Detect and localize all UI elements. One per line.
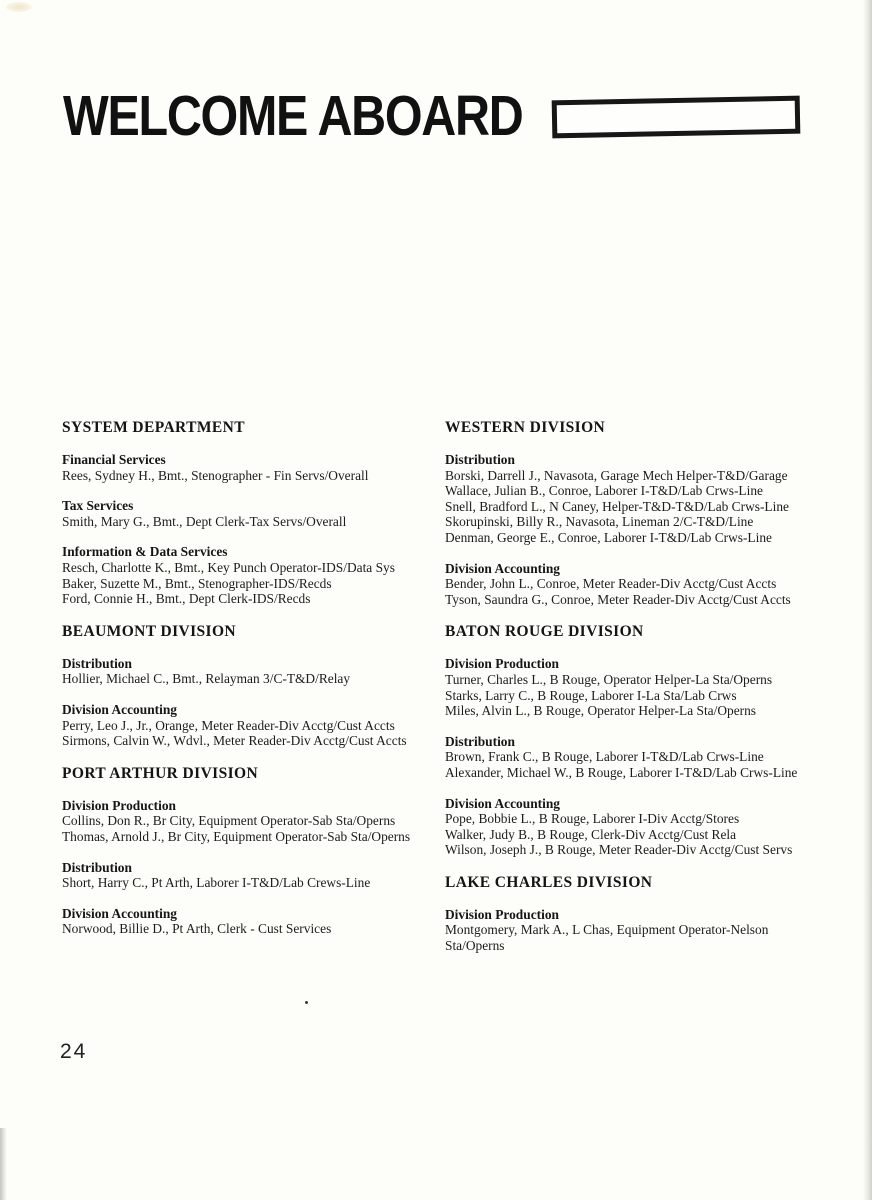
section-heading: BEAUMONT DIVISION [62,622,237,640]
employee-entry: Skorupinski, Billy R., Navasota, Lineman 2/C-T&D/Line [445,514,754,530]
employee-entry: Bender, John L., Conroe, Meter Reader-Div Acctg/Cust Accts [445,576,777,592]
entry-group [62,656,445,687]
employee-entry: Turner, Charles L., B Rouge, Operator Helper-La Sta/Operns [445,671,773,687]
employee-entry: Resch, Charlotte K., Bmt., Key Punch Operator-IDS/Data Sys [62,559,395,575]
content-columns [62,418,824,969]
employee-entry: Smith, Mary G., Bmt., Dept Clerk-Tax Servs/Overall [62,513,347,529]
employee-entry: Norwood, Billie D., Pt Arth, Clerk - Cust Services [62,921,332,937]
group-subheading: Distribution [62,655,132,671]
document-section [445,873,824,954]
section-heading: LAKE CHARLES DIVISION [445,873,653,891]
section-heading: WESTERN DIVISION [445,419,606,436]
entry-group [445,907,824,954]
scan-smudge [6,2,32,12]
employee-entry: Borski, Darrell J., Navasota, Garage Mech Helper-T&D/Garage [445,467,788,483]
text-column-right [445,418,824,969]
entry-group [445,734,824,781]
employee-entry: Baker, Suzette M., Bmt., Stenographer-IDS/Recds [62,575,332,591]
employee-entry: Walker, Judy B., B Rouge, Clerk-Div Acctg/Cust Rela [445,826,737,842]
entry-group [62,798,445,845]
employee-entry: Snell, Bradford L., N Caney, Helper-T&D-T&D/Lab Crws-Line [445,498,789,514]
section-heading: PORT ARTHUR DIVISION [62,764,259,782]
entry-group [445,796,824,858]
document-section [62,622,445,749]
group-subheading: Distribution [445,452,515,467]
text-column-left [62,418,445,952]
document-section [445,418,824,607]
employee-entry: Miles, Alvin L., B Rouge, Operator Helper-La Sta/Operns [445,703,756,719]
employee-entry: Sirmons, Calvin W., Wdvl., Meter Reader-Div Acctg/Cust Accts [62,733,407,749]
employee-entry: Ford, Connie H., Bmt., Dept Clerk-IDS/Recds [62,591,311,607]
group-subheading: Financial Services [62,452,166,467]
employee-entry: Denman, George E., Conroe, Laborer I-T&D/Lab Crws-Line [445,529,772,545]
group-subheading: Division Production [445,656,559,672]
group-subheading: Information & Data Services [62,544,228,560]
section-heading: BATON ROUGE DIVISION [445,623,644,641]
entry-group [445,452,824,546]
group-subheading: Division Accounting [445,560,560,576]
employee-entry: Perry, Leo J., Jr., Orange, Meter Reader-Div Acctg/Cust Accts [62,717,395,733]
title-box [552,96,801,139]
masthead [63,84,604,148]
employee-entry: Tyson, Saundra G., Conroe, Meter Reader-Div Acctg/Cust Accts [445,591,791,607]
entry-group [62,702,445,749]
employee-entry: Wallace, Julian B., Conroe, Laborer I-T&D/Lab Crws-Line [445,483,763,499]
entry-group [445,561,824,608]
scan-edge-right [863,0,872,1200]
employee-entry: Short, Harry C., Pt Arth, Laborer I-T&D/Lab Crews-Line [62,875,371,891]
employee-entry: Rees, Sydney H., Bmt., Stenographer - Fin Servs/Overall [62,467,369,483]
entry-group [62,452,445,483]
scan-edge-left [0,1128,7,1200]
employee-entry: Hollier, Michael C., Bmt., Relayman 3/C-T&D/Relay [62,671,351,687]
entry-group [62,906,445,937]
employee-entry: Thomas, Arnold J., Br City, Equipment Operator-Sab Sta/Operns [62,828,411,844]
employee-entry: Montgomery, Mark A., L Chas, Equipment Operator-Nelson Sta/Operns [445,922,769,954]
entry-group [62,860,445,891]
section-heading: SYSTEM DEPARTMENT [62,419,245,436]
group-subheading: Division Production [445,906,559,922]
document-section [62,418,445,607]
group-subheading: Distribution [62,859,132,875]
group-subheading: Tax Services [62,498,134,514]
document-section [62,764,445,937]
page-title: WELCOME ABOARD [63,84,523,148]
employee-entry: Alexander, Michael W., B Rouge, Laborer I-T&D/Lab Crws-Line [445,764,798,780]
employee-entry: Collins, Don R., Br City, Equipment Operator-Sab Sta/Operns [62,813,396,829]
employee-entry: Brown, Frank C., B Rouge, Laborer I-T&D/Lab Crws-Line [445,749,764,765]
group-subheading: Division Accounting [445,795,560,811]
scan-artifact-dot [305,1001,308,1004]
entry-group [62,498,445,529]
group-subheading: Division Accounting [62,701,177,717]
document-section [445,622,824,858]
entry-group [62,544,445,606]
employee-entry: Pope, Bobbie L., B Rouge, Laborer I-Div Acctg/Stores [445,811,740,827]
group-subheading: Distribution [445,733,515,749]
employee-entry: Starks, Larry C., B Rouge, Laborer I-La Sta/Lab Crws [445,687,737,703]
employee-entry: Wilson, Joseph J., B Rouge, Meter Reader-Div Acctg/Cust Servs [445,842,793,858]
entry-group [445,656,824,718]
group-subheading: Division Accounting [62,905,177,921]
group-subheading: Division Production [62,797,176,813]
page-number: 24 [60,1040,88,1063]
